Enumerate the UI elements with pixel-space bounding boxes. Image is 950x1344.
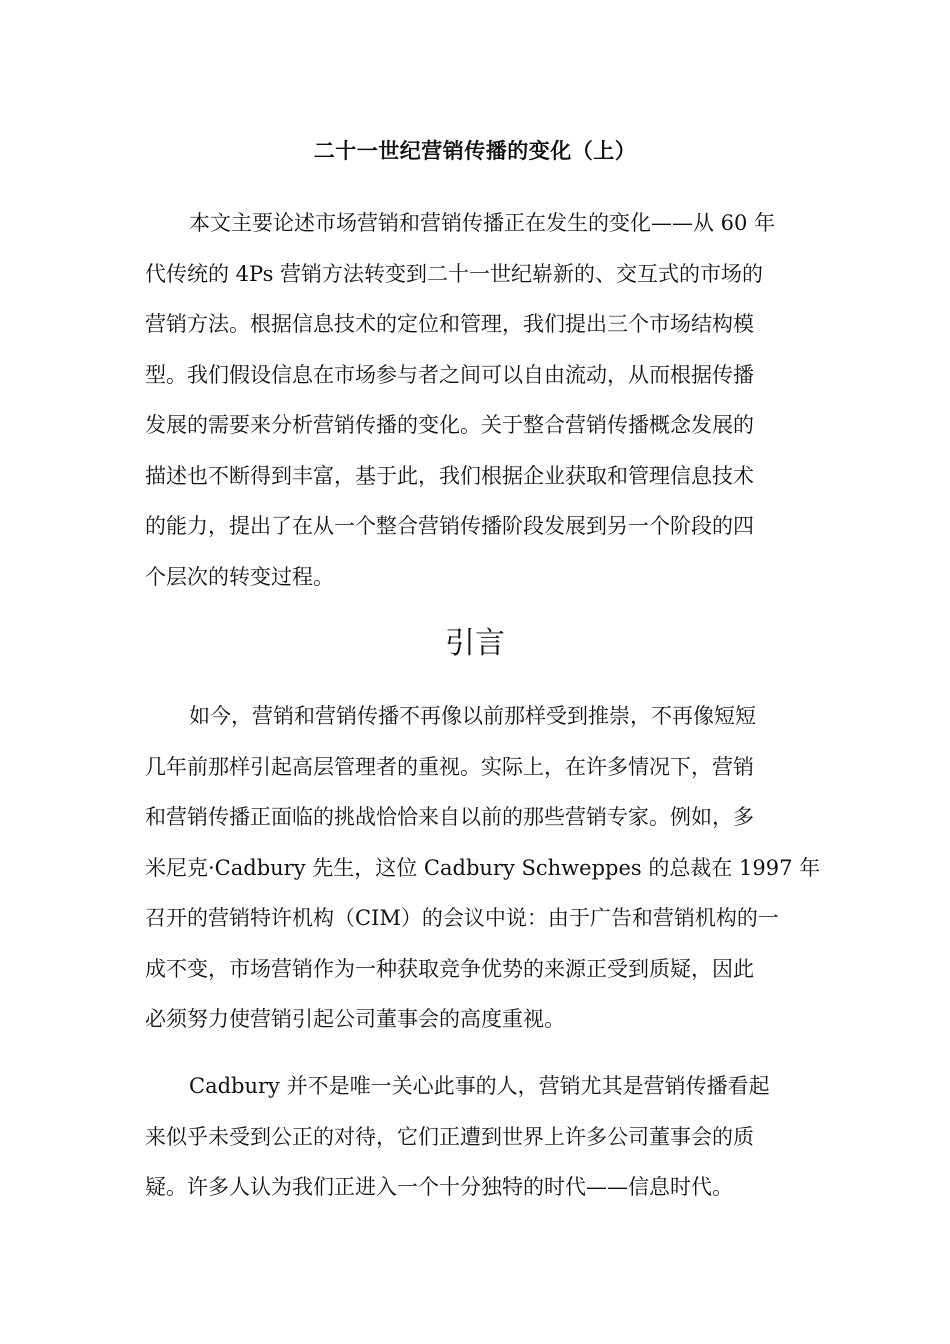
intro-paragraph-2 [145,1061,805,1213]
paragraph-line: 召开的营销特许机构（CIM）的会议中说：由于广告和营销机构的一 [145,906,779,930]
paragraph-line: 成不变，市场营销作为一种获取竞争优势的来源正受到质疑，因此 [145,956,754,981]
paragraph-line: 如今，营销和营销传播不再像以前那样受到推崇，不再像短短 [189,704,756,728]
paragraph-line: Cadbury 并不是唯一关心此事的人，营销尤其是营销传播看起 [189,1074,770,1098]
paragraph-line: 必须努力使营销引起公司董事会的高度重视。 [145,1007,565,1031]
paragraph-line: 米尼克·Cadbury 先生，这位 Cadbury Schweppes 的总裁在 1997 年 [145,855,821,880]
paragraph-line: 来似乎未受到公正的对待，它们正遭到世界上许多公司董事会的质 [145,1124,754,1149]
paragraph-line: 疑。许多人认为我们正进入一个十分独特的时代——信息时代。 [145,1175,733,1199]
paragraph-line: 个层次的转变过程。 [145,564,334,589]
paragraph-line: 几年前那样引起高层管理者的重视。实际上，在许多情况下，营销 [145,754,754,779]
paragraph-line: 代传统的 4Ps 营销方法转变到二十一世纪崭新的、交互式的市场的 [145,261,764,286]
paragraph-line: 本文主要论述市场营销和营销传播正在发生的变化——从 60 年 [189,211,776,235]
paragraph-line: 描述也不断得到丰富，基于此，我们根据企业获取和管理信息技术 [145,463,754,488]
section-heading-introduction: 引言 [445,626,505,661]
abstract-paragraph [145,198,805,602]
intro-paragraph-1 [145,691,821,1045]
document-title: 二十一世纪营销传播的变化（上） [313,138,637,163]
paragraph-line: 和营销传播正面临的挑战恰恰来自以前的那些营销专家。例如，多 [145,805,754,829]
paragraph-line: 的能力，提出了在从一个整合营销传播阶段发展到另一个阶段的四 [145,514,754,538]
paragraph-line: 营销方法。根据信息技术的定位和管理，我们提出三个市场结构模 [145,312,754,336]
paragraph-line: 型。我们假设信息在市场参与者之间可以自由流动，从而根据传播 [145,362,754,387]
paragraph-line: 发展的需要来分析营销传播的变化。关于整合营销传播概念发展的 [145,413,754,437]
